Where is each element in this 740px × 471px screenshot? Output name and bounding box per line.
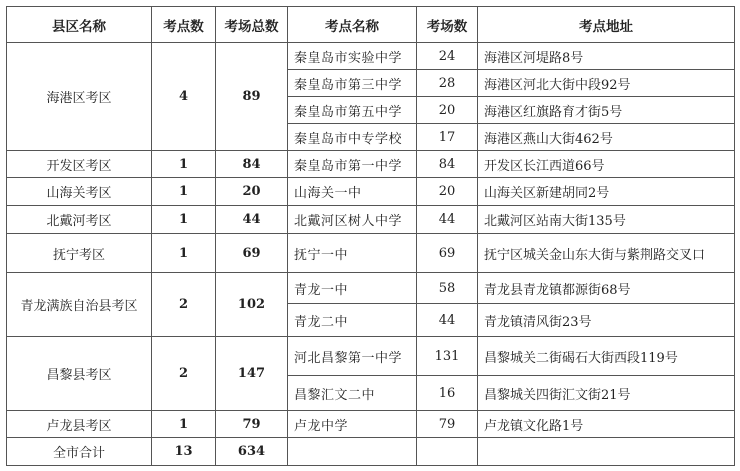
header-site-name: 考点名称 (288, 7, 417, 43)
site-name: 秦皇岛市第五中学 (288, 97, 417, 124)
district-name: 山海关考区 (7, 178, 152, 206)
site-rooms: 24 (417, 43, 478, 70)
site-rooms: 79 (417, 411, 478, 438)
site-rooms: 20 (417, 178, 478, 206)
district-name: 开发区考区 (7, 151, 152, 178)
site-address: 抚宁区城关金山东大街与紫荆路交叉口 (478, 234, 735, 273)
total-empty-cell (417, 438, 478, 466)
table-row (7, 206, 735, 234)
site-address: 青龙镇清风街23号 (478, 304, 735, 337)
site-address: 昌黎城关四街汇文街21号 (478, 376, 735, 411)
district-num-rooms: 84 (216, 151, 288, 178)
site-address: 开发区长江西道66号 (478, 151, 735, 178)
district-num-rooms: 89 (216, 43, 288, 151)
district-num-sites: 1 (152, 411, 216, 438)
district-num-rooms: 147 (216, 337, 288, 411)
site-address: 山海关区新建胡同2号 (478, 178, 735, 206)
site-address: 卢龙镇文化路1号 (478, 411, 735, 438)
exam-sites-table (6, 6, 735, 466)
site-rooms: 17 (417, 124, 478, 151)
site-address: 海港区河堤路8号 (478, 43, 735, 70)
table-row (7, 411, 735, 438)
total-empty-cell (288, 438, 417, 466)
district-name: 北戴河考区 (7, 206, 152, 234)
header-row (7, 7, 735, 43)
district-num-rooms: 20 (216, 178, 288, 206)
table-row (7, 273, 735, 304)
site-address: 昌黎城关二街碣石大街西段119号 (478, 337, 735, 376)
site-rooms: 28 (417, 70, 478, 97)
site-name: 北戴河区树人中学 (288, 206, 417, 234)
site-name: 青龙一中 (288, 273, 417, 304)
site-address: 青龙县青龙镇都源街68号 (478, 273, 735, 304)
exam-sites-table-wrapper (6, 6, 735, 466)
district-num-sites: 1 (152, 178, 216, 206)
site-address: 海港区燕山大街462号 (478, 124, 735, 151)
table-row (7, 43, 735, 70)
site-name: 秦皇岛市实验中学 (288, 43, 417, 70)
table-row (7, 151, 735, 178)
header-num-rooms: 考场总数 (216, 7, 288, 43)
site-address: 海港区红旗路育才街5号 (478, 97, 735, 124)
district-name: 抚宁考区 (7, 234, 152, 273)
total-row (7, 438, 735, 466)
site-address: 海港区河北大街中段92号 (478, 70, 735, 97)
site-name: 秦皇岛市中专学校 (288, 124, 417, 151)
district-num-sites: 1 (152, 206, 216, 234)
site-name: 昌黎汇文二中 (288, 376, 417, 411)
district-name: 青龙满族自治县考区 (7, 273, 152, 337)
site-name: 秦皇岛市第三中学 (288, 70, 417, 97)
site-rooms: 58 (417, 273, 478, 304)
site-name: 卢龙中学 (288, 411, 417, 438)
site-rooms: 16 (417, 376, 478, 411)
site-rooms: 131 (417, 337, 478, 376)
district-num-sites: 1 (152, 151, 216, 178)
district-num-rooms: 79 (216, 411, 288, 438)
site-rooms: 20 (417, 97, 478, 124)
site-name: 秦皇岛市第一中学 (288, 151, 417, 178)
table-row (7, 337, 735, 376)
total-empty-cell (478, 438, 735, 466)
site-name: 抚宁一中 (288, 234, 417, 273)
header-num-sites: 考点数 (152, 7, 216, 43)
total-label: 全市合计 (7, 438, 152, 466)
district-name: 昌黎县考区 (7, 337, 152, 411)
district-num-sites: 2 (152, 273, 216, 337)
header-site-address: 考点地址 (478, 7, 735, 43)
site-address: 北戴河区站南大街135号 (478, 206, 735, 234)
site-name: 河北昌黎第一中学 (288, 337, 417, 376)
site-rooms: 84 (417, 151, 478, 178)
total-num-sites: 13 (152, 438, 216, 466)
district-num-sites: 2 (152, 337, 216, 411)
district-name: 海港区考区 (7, 43, 152, 151)
site-name: 青龙二中 (288, 304, 417, 337)
district-num-rooms: 102 (216, 273, 288, 337)
district-num-rooms: 69 (216, 234, 288, 273)
header-site-rooms: 考场数 (417, 7, 478, 43)
header-district: 县区名称 (7, 7, 152, 43)
district-name: 卢龙县考区 (7, 411, 152, 438)
table-row (7, 178, 735, 206)
site-rooms: 44 (417, 206, 478, 234)
site-rooms: 44 (417, 304, 478, 337)
total-num-rooms: 634 (216, 438, 288, 466)
site-rooms: 69 (417, 234, 478, 273)
site-name: 山海关一中 (288, 178, 417, 206)
table-row (7, 234, 735, 273)
district-num-rooms: 44 (216, 206, 288, 234)
district-num-sites: 4 (152, 43, 216, 151)
district-num-sites: 1 (152, 234, 216, 273)
